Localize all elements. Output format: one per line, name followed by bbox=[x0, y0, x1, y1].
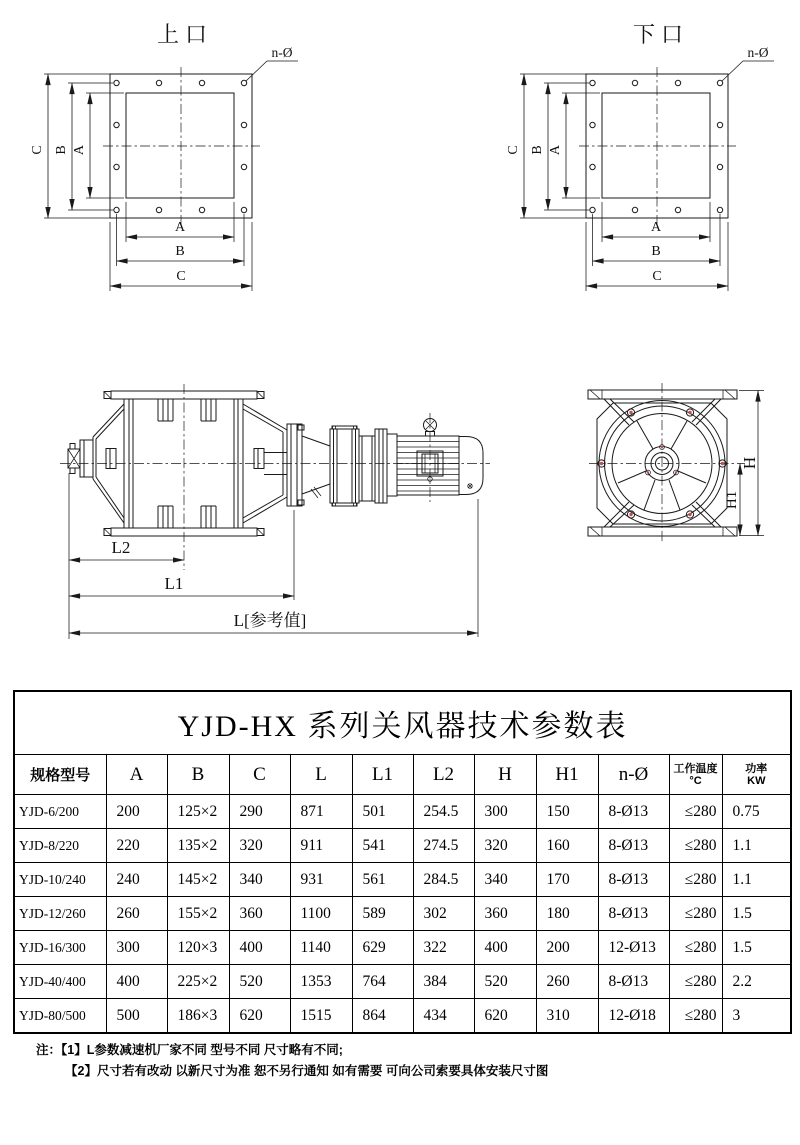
bolt-hole bbox=[632, 207, 637, 212]
callout-leader bbox=[246, 61, 298, 81]
table-cell: YJD-6/200 bbox=[14, 795, 106, 829]
table-cell: 629 bbox=[352, 931, 413, 965]
dim-label: A bbox=[72, 144, 87, 156]
table-cell: 320 bbox=[229, 829, 290, 863]
end-view-drawing bbox=[588, 383, 764, 544]
column-header: H1 bbox=[536, 755, 598, 795]
bottom-port-drawing bbox=[506, 22, 774, 291]
table-cell: 8-Ø13 bbox=[598, 897, 669, 931]
dim-label: B bbox=[651, 244, 661, 259]
reducer-flange bbox=[287, 424, 302, 506]
table-cell: 2.2 bbox=[722, 965, 791, 999]
table-cell: 150 bbox=[536, 795, 598, 829]
column-header: 规格型号 bbox=[14, 755, 106, 795]
dim-label: C bbox=[30, 145, 45, 155]
table-cell: ≤280 bbox=[669, 931, 722, 965]
dim-label: C bbox=[176, 269, 186, 284]
dim-label: A bbox=[548, 144, 563, 156]
table-cell: 125×2 bbox=[167, 795, 229, 829]
column-header: H bbox=[474, 755, 536, 795]
table-cell: 620 bbox=[474, 999, 536, 1034]
table-cell: 340 bbox=[229, 863, 290, 897]
table-cell: 520 bbox=[474, 965, 536, 999]
table-cell: ≤280 bbox=[669, 897, 722, 931]
bolt-hole bbox=[590, 207, 595, 212]
callout-leader bbox=[722, 61, 774, 81]
table-cell: 320 bbox=[474, 829, 536, 863]
table-title-row bbox=[14, 691, 791, 755]
table-cell: 160 bbox=[536, 829, 598, 863]
table-cell: 120×3 bbox=[167, 931, 229, 965]
table-cell: 340 bbox=[474, 863, 536, 897]
motor-flange bbox=[375, 429, 387, 503]
bolt-hole bbox=[717, 164, 722, 169]
column-header: n-Ø bbox=[598, 755, 669, 795]
table-cell: 254.5 bbox=[413, 795, 474, 829]
side-view-drawing bbox=[60, 384, 490, 639]
bolt-hole bbox=[717, 80, 722, 85]
table-cell: 284.5 bbox=[413, 863, 474, 897]
table-cell: 155×2 bbox=[167, 897, 229, 931]
bolt-hole bbox=[241, 80, 246, 85]
table-cell: 501 bbox=[352, 795, 413, 829]
bolt-hole bbox=[199, 80, 204, 85]
table-cell: 911 bbox=[290, 829, 352, 863]
table-cell: 1.5 bbox=[722, 931, 791, 965]
extension-line bbox=[562, 93, 600, 198]
dim-label: A bbox=[650, 220, 662, 235]
table-cell: 360 bbox=[474, 897, 536, 931]
table-header-row bbox=[14, 755, 791, 795]
bolt-hole bbox=[241, 164, 246, 169]
table-cell: 260 bbox=[536, 965, 598, 999]
table-row bbox=[14, 999, 791, 1034]
bolt-hole bbox=[717, 122, 722, 127]
note-line bbox=[36, 1061, 756, 1082]
table-cell: 274.5 bbox=[413, 829, 474, 863]
table-cell: YJD-10/240 bbox=[14, 863, 106, 897]
table-cell: 145×2 bbox=[167, 863, 229, 897]
table-cell: 310 bbox=[536, 999, 598, 1034]
table-cell: 300 bbox=[106, 931, 167, 965]
table-cell: 12-Ø13 bbox=[598, 931, 669, 965]
table-cell: 300 bbox=[474, 795, 536, 829]
table-cell: 1.1 bbox=[722, 829, 791, 863]
notes bbox=[36, 1040, 756, 1082]
table-row bbox=[14, 931, 791, 965]
table-cell: 400 bbox=[474, 931, 536, 965]
motor-body bbox=[397, 436, 459, 495]
bolt-hole bbox=[156, 80, 161, 85]
dim-label: C bbox=[506, 145, 521, 155]
table-cell: ≤280 bbox=[669, 965, 722, 999]
table-cell: 135×2 bbox=[167, 829, 229, 863]
table-cell: 8-Ø13 bbox=[598, 795, 669, 829]
table-cell: 400 bbox=[229, 931, 290, 965]
port-title: 上口 bbox=[156, 22, 214, 47]
bolt-hole bbox=[241, 122, 246, 127]
table-cell: 500 bbox=[106, 999, 167, 1034]
bolt-hole bbox=[590, 164, 595, 169]
table-cell: 541 bbox=[352, 829, 413, 863]
bolt-callout: n-Ø bbox=[271, 45, 293, 60]
bolt-hole bbox=[590, 122, 595, 127]
table-cell: 225×2 bbox=[167, 965, 229, 999]
bolt-hole bbox=[675, 80, 680, 85]
table-cell: ≤280 bbox=[669, 795, 722, 829]
bolt-hole bbox=[675, 207, 680, 212]
table-cell: ≤280 bbox=[669, 999, 722, 1034]
table-cell: YJD-16/300 bbox=[14, 931, 106, 965]
table-cell: 200 bbox=[536, 931, 598, 965]
bolt-hole bbox=[156, 207, 161, 212]
column-header: C bbox=[229, 755, 290, 795]
table-cell: 3 bbox=[722, 999, 791, 1034]
bolt-hole bbox=[590, 80, 595, 85]
table-cell: 1140 bbox=[290, 931, 352, 965]
dim-label: C bbox=[652, 269, 662, 284]
table-title: YJD-HX 系列关风器技术参数表 bbox=[14, 691, 791, 755]
table-cell: 384 bbox=[413, 965, 474, 999]
dim-label: B bbox=[530, 145, 545, 155]
table-cell: 8-Ø13 bbox=[598, 965, 669, 999]
opening-outline bbox=[602, 93, 710, 198]
table-row bbox=[14, 965, 791, 999]
port-title: 下口 bbox=[632, 22, 690, 47]
table-cell: YJD-80/500 bbox=[14, 999, 106, 1034]
motor-end-cap bbox=[459, 437, 483, 495]
table-cell: 931 bbox=[290, 863, 352, 897]
parameter-table bbox=[13, 690, 792, 1034]
column-header: 功率 KW bbox=[722, 755, 791, 795]
dim-label: B bbox=[54, 145, 69, 155]
dim-label-l: L[参考值] bbox=[233, 611, 307, 630]
table-cell: 0.75 bbox=[722, 795, 791, 829]
dim-label: B bbox=[175, 244, 185, 259]
column-header: 工作温度 °C bbox=[669, 755, 722, 795]
column-header: A bbox=[106, 755, 167, 795]
notes-prefix: 注： bbox=[36, 1043, 62, 1057]
table-row bbox=[14, 897, 791, 931]
table-cell: 434 bbox=[413, 999, 474, 1034]
bolt-hole bbox=[114, 80, 119, 85]
table-cell: ≤280 bbox=[669, 829, 722, 863]
table-cell: YJD-8/220 bbox=[14, 829, 106, 863]
table-cell: 1353 bbox=[290, 965, 352, 999]
table-cell: 186×3 bbox=[167, 999, 229, 1034]
dim-label: A bbox=[174, 220, 186, 235]
table-cell: 864 bbox=[352, 999, 413, 1034]
dim-label-l2: L2 bbox=[111, 538, 131, 557]
bolt-callout: n-Ø bbox=[747, 45, 769, 60]
table-cell: ≤280 bbox=[669, 863, 722, 897]
table-cell: YJD-40/400 bbox=[14, 965, 106, 999]
gearbox bbox=[330, 429, 359, 503]
table-cell: 1.1 bbox=[722, 863, 791, 897]
table-row bbox=[14, 795, 791, 829]
table-cell: 400 bbox=[106, 965, 167, 999]
bottom-flange bbox=[588, 527, 737, 536]
table-cell: 220 bbox=[106, 829, 167, 863]
table-cell: 8-Ø13 bbox=[598, 863, 669, 897]
table-cell: 170 bbox=[536, 863, 598, 897]
table-cell: 240 bbox=[106, 863, 167, 897]
table-cell: 871 bbox=[290, 795, 352, 829]
dim-label-l1: L1 bbox=[164, 574, 184, 593]
table-cell: 200 bbox=[106, 795, 167, 829]
bolt-hole bbox=[114, 207, 119, 212]
dim-label-h: H bbox=[740, 456, 759, 470]
table-row bbox=[14, 829, 791, 863]
opening-outline bbox=[126, 93, 234, 198]
table-cell: 322 bbox=[413, 931, 474, 965]
table-cell: 180 bbox=[536, 897, 598, 931]
table-row bbox=[14, 863, 791, 897]
table-cell: 8-Ø13 bbox=[598, 829, 669, 863]
top-flange bbox=[588, 390, 737, 399]
table-cell: 589 bbox=[352, 897, 413, 931]
table-cell: 12-Ø18 bbox=[598, 999, 669, 1034]
table-cell: 1515 bbox=[290, 999, 352, 1034]
table-cell: 302 bbox=[413, 897, 474, 931]
note-item: 【1】L参数减速机厂家不同 型号不同 尺寸略有不同; bbox=[61, 1043, 343, 1057]
table-cell: 620 bbox=[229, 999, 290, 1034]
note-line bbox=[36, 1040, 756, 1061]
table-cell: 1.5 bbox=[722, 897, 791, 931]
column-header: L1 bbox=[352, 755, 413, 795]
bolt-hole bbox=[199, 207, 204, 212]
table-cell: 764 bbox=[352, 965, 413, 999]
column-header: L bbox=[290, 755, 352, 795]
bolt-hole bbox=[114, 122, 119, 127]
table-cell: 1100 bbox=[290, 897, 352, 931]
table-cell: 290 bbox=[229, 795, 290, 829]
bolt-hole bbox=[114, 164, 119, 169]
extension-line bbox=[86, 93, 124, 198]
bolt-hole bbox=[241, 207, 246, 212]
table-cell: 520 bbox=[229, 965, 290, 999]
bolt-hole bbox=[632, 80, 637, 85]
bolt-hole bbox=[717, 207, 722, 212]
top-port-drawing bbox=[30, 22, 298, 291]
note-item: 【2】尺寸若有改动 以新尺寸为准 恕不另行通知 如有需要 可向公司索要具体安装尺寸图 bbox=[65, 1064, 549, 1078]
dim-label-h1: H1 bbox=[724, 490, 740, 510]
table-cell: YJD-12/260 bbox=[14, 897, 106, 931]
table-cell: 360 bbox=[229, 897, 290, 931]
column-header: L2 bbox=[413, 755, 474, 795]
table-cell: 561 bbox=[352, 863, 413, 897]
column-header: B bbox=[167, 755, 229, 795]
table-cell: 260 bbox=[106, 897, 167, 931]
